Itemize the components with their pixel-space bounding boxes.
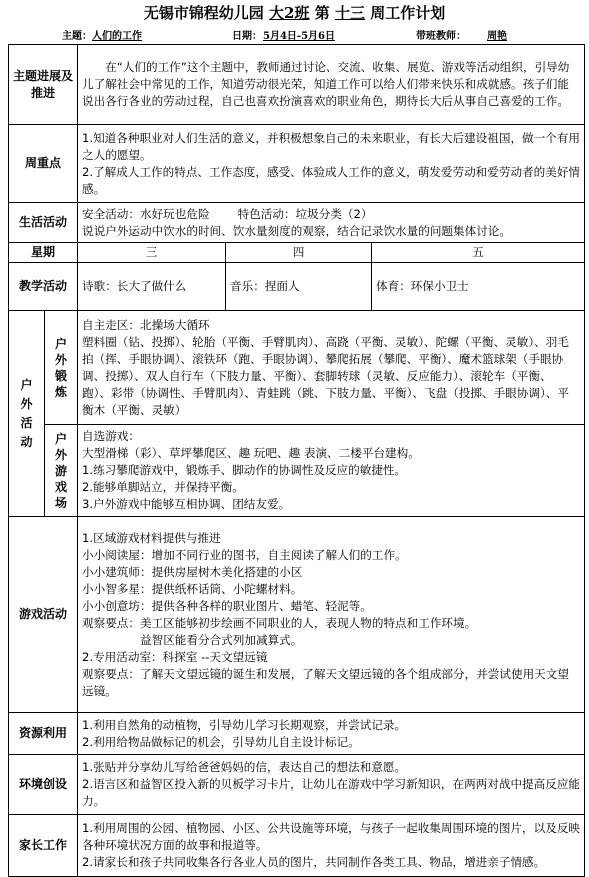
theme-label: 主题： xyxy=(62,31,92,42)
game-activity-row xyxy=(9,517,585,713)
week-number: 十三 xyxy=(334,4,365,22)
game-item: 小小建筑师：提供房屋树木美化搭建的小区 xyxy=(82,564,303,579)
parents-label: 家长工作 xyxy=(9,815,78,877)
weekday-fri: 五 xyxy=(372,243,585,263)
environment-item: 1.张贴并分享幼儿写给爸爸妈妈的信，表达自己的想法和意愿。 xyxy=(82,760,407,774)
game-item: 2.专用活动室：科探室 --天文望远镜 xyxy=(82,649,268,664)
weekly-focus-label: 周重点 xyxy=(9,125,78,203)
game-item: 益智区能看分合式列加减算式。 xyxy=(140,632,303,647)
teaching-row xyxy=(9,263,585,311)
week-prefix: 第 xyxy=(314,4,330,22)
weekly-focus-item: 1.知道各种职业对人们生活的意义，并积极想象自己的未来职业，有长大后建设祖国，做一个有用之人的愿望。 xyxy=(82,130,581,162)
outdoor-game-item: 1.练习攀爬游戏中，锻炼手、脚动作的协调性及反应的敏捷性。 xyxy=(82,463,407,477)
life-discussion: 说说户外运动中饮水的时间、饮水量刻度的观察，结合记录饮水量的问题集体讨论。 xyxy=(82,223,511,238)
life-activity-label: 生活活动 xyxy=(9,203,78,243)
teaching-poem: 诗歌：长大了做什么 xyxy=(78,263,226,311)
resources-item: 2.利用给物品做标记的机会，引导幼儿自主设计标记。 xyxy=(82,734,360,749)
weekly-focus-item: 2.了解成人工作的特点、工作态度，感受、体验成人工作的意义，萌发爱劳动和爱劳动者的美好情感。 xyxy=(82,164,581,196)
feature-activity: 特色活动：垃圾分类（2） xyxy=(237,206,373,221)
teaching-label: 教学活动 xyxy=(9,263,78,311)
outdoor-game-row xyxy=(9,425,585,517)
game-item: 观察要点：美工区能够初步绘画不同职业的人，表现人物的特点和工作环境。 xyxy=(82,615,477,630)
meta-row xyxy=(0,30,589,44)
life-activity-row xyxy=(9,203,585,243)
outdoor-game-item: 2.能够单脚站立，并保持平衡。 xyxy=(82,480,244,494)
page-title xyxy=(0,3,589,23)
weekday-row xyxy=(9,243,585,263)
game-item: 小小智多星：提供纸杯话筒、小陀螺材料。 xyxy=(82,581,303,596)
weekday-wed: 三 xyxy=(78,243,226,263)
game-item: 观察要点：了解天文望远镜的诞生和发展，了解天文望远镜的各个组成部分，并尝试使用天文望远镜。 xyxy=(82,666,569,698)
theme-progress-text: 在“人们的工作”这个主题中，教师通过讨论、交流、收集、展览、游戏等活动组织，引导幼儿了解社会中常见的工作，知道劳动很光荣，知道工作可以给人们带来快乐和成就感。孩子们能说出各行各业的劳动过程，自己也喜欢扮演喜欢的职业角色，期待长大后从事自己喜爱的工作。 xyxy=(82,60,570,108)
outdoor-game-label: 户外游戏场 xyxy=(55,431,68,510)
exercise-equipment: 塑料圈（钻、投掷）、轮胎（平衡、手臂肌肉）、高跷（平衡、灵敏）、陀螺（平衡、灵敏）、羽毛拍（挥、手眼协调）、滚铁环（跑、手眼协调）、攀爬拓展（攀爬、平衡）、魔术篮球架（手眼协调、投掷）、双人自行车（下肢力量、平衡）、套脚转球（灵敏、反应能力）、滚轮车（平衡、跑）、彩带（协调性、手臂肌肉）、青蛙跳（跳、下肢力量、平衡）、飞盘（投掷、手眼协调）、平衡木（平衡、灵敏） xyxy=(82,334,569,417)
theme-progress-row xyxy=(9,45,585,125)
outdoor-game-item: 自选游戏： xyxy=(82,429,140,443)
teacher-label: 带班教师： xyxy=(416,31,466,42)
weekday-thu: 四 xyxy=(226,243,372,263)
game-activity-label: 游戏活动 xyxy=(9,517,78,713)
date-value: 5月4日-5月6日 xyxy=(263,31,335,42)
school-name: 无锡市锦程幼儿园 xyxy=(143,4,264,22)
parents-item: 2.请家长和孩子共同收集各行各业人员的图片，共同制作各类工具、物品，增进亲子情感。 xyxy=(82,855,546,869)
outdoor-label: 户外活动 xyxy=(9,311,45,517)
teacher-value: 周艳 xyxy=(487,31,507,42)
weekly-plan-table xyxy=(8,44,585,877)
weekly-focus-row xyxy=(9,125,585,203)
resources-item: 1.利用自然角的动植物，引导幼儿学习长期观察，并尝试记录。 xyxy=(82,717,407,732)
teaching-music: 音乐：捏面人 xyxy=(226,263,372,311)
outdoor-exercise-row xyxy=(9,311,585,425)
date-label: 日期： xyxy=(232,31,262,42)
environment-item: 2.语言区和益智区投入新的贝板学习卡片，让幼儿在游戏中学习新知识，在两两对战中提高反应能力。 xyxy=(82,777,581,808)
game-item: 1.区域游戏材料提供与推进 xyxy=(82,530,221,545)
resources-row xyxy=(9,713,585,755)
theme-progress-label: 主题进展及推进 xyxy=(9,45,78,125)
resources-label: 资源利用 xyxy=(9,713,78,755)
theme-value: 人们的工作 xyxy=(92,31,142,42)
game-item: 小小创意坊：提供各种各样的职业图片、蜡笔、轻泥等。 xyxy=(82,598,372,613)
exercise-area: 自主走区：北操场大循环 xyxy=(82,317,210,332)
outdoor-game-item: 3.户外游戏中能够互相协调、团结友爱。 xyxy=(82,497,291,511)
outdoor-exercise-label: 户外锻炼 xyxy=(55,336,68,399)
outdoor-game-item: 大型滑梯（彩）、草坪攀爬区、趣 玩吧、趣 表演、二楼平台建构。 xyxy=(82,446,420,460)
parents-item: 1.利用周围的公园、植物园、小区、公共设施等环境，与孩子一起收集周围环境的图片，以及反映各种环境状况方面的故事和报道等。 xyxy=(82,821,581,852)
environment-label: 环境创设 xyxy=(9,755,78,815)
teaching-pe: 体育：环保小卫士 xyxy=(372,263,585,311)
safety-activity: 安全活动：水好玩也危险 xyxy=(82,206,210,221)
title-suffix: 周工作计划 xyxy=(370,4,446,22)
game-item: 小小阅读屋：增加不同行业的图书，自主阅读了解人们的工作。 xyxy=(82,547,407,562)
parents-row xyxy=(9,815,585,877)
weekday-label: 星期 xyxy=(9,243,78,263)
class-name: 大2班 xyxy=(269,4,310,22)
environment-row xyxy=(9,755,585,815)
